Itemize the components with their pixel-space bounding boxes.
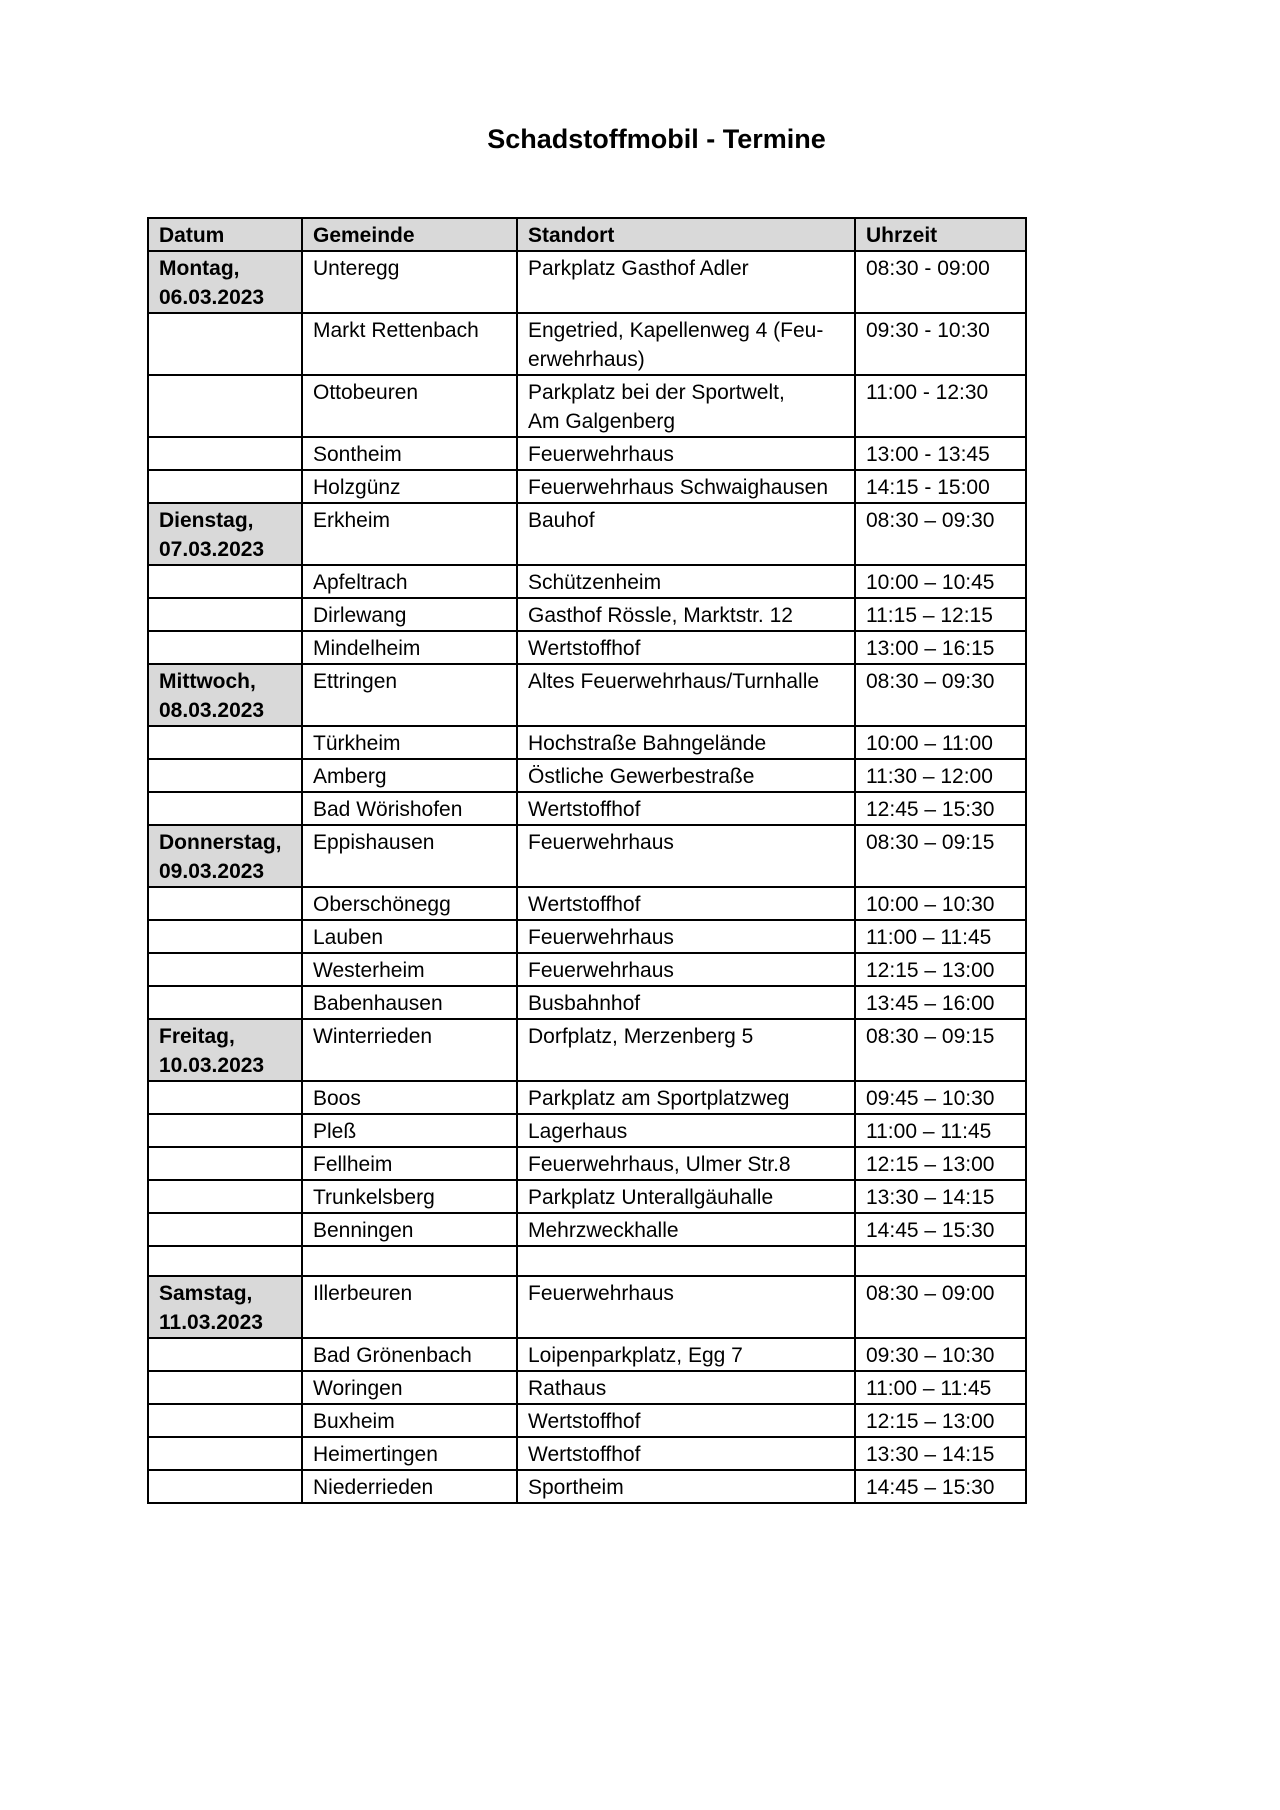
cell-standort [517, 792, 855, 825]
cell-uhrzeit: 11:00 – 11:45 [855, 1114, 1026, 1147]
cell-standort [517, 1147, 855, 1180]
table-row [148, 825, 1026, 887]
standort-line: Feuerwehrhaus [528, 926, 674, 949]
cell-datum [148, 1470, 302, 1503]
cell-datum [148, 1437, 302, 1470]
standort-line: Dorfplatz, Merzenberg 5 [528, 1025, 754, 1048]
cell-gemeinde: Sontheim [302, 437, 517, 470]
cell-uhrzeit: 12:45 – 15:30 [855, 792, 1026, 825]
cell-gemeinde: Boos [302, 1081, 517, 1114]
cell-datum [148, 1338, 302, 1371]
cell-uhrzeit: 11:30 – 12:00 [855, 759, 1026, 792]
cell-gemeinde: Ettringen [302, 664, 517, 726]
cell-datum [148, 1180, 302, 1213]
cell-gemeinde: Lauben [302, 920, 517, 953]
standort-line: Schützenheim [528, 571, 662, 594]
table-row [148, 1114, 1026, 1147]
standort-line: Parkplatz Unterallgäuhalle [528, 1186, 774, 1209]
cell-datum [148, 1114, 302, 1147]
table-row [148, 1404, 1026, 1437]
table-row [148, 953, 1026, 986]
cell-gemeinde: Woringen [302, 1371, 517, 1404]
cell-standort [517, 986, 855, 1019]
table-row [148, 1470, 1026, 1503]
cell-uhrzeit: 11:00 – 11:45 [855, 1371, 1026, 1404]
weekday-label: Dienstag, [159, 509, 254, 532]
table-row [148, 1081, 1026, 1114]
cell-standort [517, 664, 855, 726]
table-header-row [148, 218, 1026, 251]
cell-gemeinde: Dirlewang [302, 598, 517, 631]
cell-gemeinde: Ottobeuren [302, 375, 517, 437]
cell-datum [148, 437, 302, 470]
cell-uhrzeit: 10:00 – 10:45 [855, 565, 1026, 598]
cell-uhrzeit: 12:15 – 13:00 [855, 1404, 1026, 1437]
date-label: 08.03.2023 [159, 699, 265, 722]
table-row [148, 1147, 1026, 1180]
cell-uhrzeit: 08:30 – 09:15 [855, 1019, 1026, 1081]
cell-standort [517, 470, 855, 503]
standort-line: Gasthof Rössle, Marktstr. 12 [528, 604, 793, 627]
table-row [148, 470, 1026, 503]
cell-gemeinde: Westerheim [302, 953, 517, 986]
table-row [148, 598, 1026, 631]
table-row [148, 1437, 1026, 1470]
standort-line: Feuerwehrhaus [528, 443, 674, 466]
cell-gemeinde: Illerbeuren [302, 1276, 517, 1338]
standort-line: Feuerwehrhaus [528, 959, 674, 982]
standort-line: Busbahnhof [528, 992, 641, 1015]
cell-datum [148, 1276, 302, 1338]
cell-gemeinde: Babenhausen [302, 986, 517, 1019]
cell-gemeinde: Mindelheim [302, 631, 517, 664]
cell-standort [517, 503, 855, 565]
cell-datum [148, 920, 302, 953]
weekday-label: Mittwoch, [159, 670, 256, 693]
cell-gemeinde: Bad Grönenbach [302, 1338, 517, 1371]
cell-gemeinde: Markt Rettenbach [302, 313, 517, 375]
cell-datum [148, 664, 302, 726]
column-header-standort: Standort [517, 218, 855, 251]
cell-standort [517, 1081, 855, 1114]
cell-standort [517, 887, 855, 920]
standort-line: Feuerwehrhaus [528, 831, 674, 854]
cell-datum [148, 1246, 302, 1276]
cell-datum [148, 598, 302, 631]
cell-gemeinde: Türkheim [302, 726, 517, 759]
standort-line: Wertstoffhof [528, 798, 641, 821]
cell-standort [517, 1437, 855, 1470]
cell-uhrzeit [855, 1246, 1026, 1276]
table-row [148, 631, 1026, 664]
table-row [148, 1019, 1026, 1081]
standort-line: Wertstoffhof [528, 1410, 641, 1433]
standort-line: Feuerwehrhaus, Ulmer Str.8 [528, 1153, 791, 1176]
cell-gemeinde: Bad Wörishofen [302, 792, 517, 825]
cell-datum [148, 825, 302, 887]
cell-uhrzeit: 08:30 – 09:15 [855, 825, 1026, 887]
standort-line: Bauhof [528, 509, 595, 532]
cell-gemeinde: Niederrieden [302, 1470, 517, 1503]
table-row [148, 726, 1026, 759]
cell-uhrzeit: 10:00 – 10:30 [855, 887, 1026, 920]
cell-standort [517, 726, 855, 759]
cell-standort [517, 759, 855, 792]
cell-standort [517, 631, 855, 664]
table-row [148, 313, 1026, 375]
weekday-label: Montag, [159, 257, 240, 280]
standort-line: Östliche Gewerbestraße [528, 765, 755, 788]
date-label: 11.03.2023 [159, 1311, 263, 1334]
standort-line: Wertstoffhof [528, 1443, 641, 1466]
table-row [148, 759, 1026, 792]
cell-uhrzeit: 12:15 – 13:00 [855, 1147, 1026, 1180]
standort-line: Rathaus [528, 1377, 607, 1400]
date-label: 10.03.2023 [159, 1054, 265, 1077]
cell-gemeinde: Trunkelsberg [302, 1180, 517, 1213]
cell-standort [517, 1470, 855, 1503]
cell-standort [517, 1246, 855, 1276]
schedule-table [147, 217, 1027, 1504]
cell-uhrzeit: 09:30 - 10:30 [855, 313, 1026, 375]
cell-uhrzeit: 08:30 - 09:00 [855, 251, 1026, 313]
date-label: 06.03.2023 [159, 286, 265, 309]
table-row [148, 1213, 1026, 1246]
cell-gemeinde: Eppishausen [302, 825, 517, 887]
cell-datum [148, 313, 302, 375]
cell-uhrzeit: 14:45 – 15:30 [855, 1470, 1026, 1503]
standort-line: Feuerwehrhaus [528, 1282, 674, 1305]
cell-uhrzeit: 09:45 – 10:30 [855, 1081, 1026, 1114]
cell-uhrzeit: 13:30 – 14:15 [855, 1437, 1026, 1470]
cell-standort [517, 920, 855, 953]
cell-uhrzeit: 10:00 – 11:00 [855, 726, 1026, 759]
cell-datum [148, 1213, 302, 1246]
cell-datum [148, 1019, 302, 1081]
table-row [148, 920, 1026, 953]
cell-gemeinde: Benningen [302, 1213, 517, 1246]
page-title: Schadstoffmobil - Termine [487, 124, 826, 154]
cell-standort [517, 1404, 855, 1437]
table-row [148, 565, 1026, 598]
table-row [148, 1371, 1026, 1404]
cell-gemeinde: Holzgünz [302, 470, 517, 503]
weekday-label: Freitag, [159, 1025, 235, 1048]
cell-gemeinde: Unteregg [302, 251, 517, 313]
cell-standort [517, 1180, 855, 1213]
cell-gemeinde [302, 1246, 517, 1276]
date-label: 07.03.2023 [159, 538, 265, 561]
cell-datum [148, 1147, 302, 1180]
cell-uhrzeit: 13:00 - 13:45 [855, 437, 1026, 470]
cell-gemeinde: Fellheim [302, 1147, 517, 1180]
cell-gemeinde: Pleß [302, 1114, 517, 1147]
weekday-label: Donnerstag, [159, 831, 282, 854]
cell-uhrzeit: 09:30 – 10:30 [855, 1338, 1026, 1371]
cell-datum [148, 726, 302, 759]
cell-standort [517, 1338, 855, 1371]
column-header-datum: Datum [148, 218, 302, 251]
cell-gemeinde: Heimertingen [302, 1437, 517, 1470]
standort-line: Lagerhaus [528, 1120, 628, 1143]
standort-line: Loipenparkplatz, Egg 7 [528, 1344, 743, 1367]
cell-standort [517, 1114, 855, 1147]
cell-uhrzeit: 13:00 – 16:15 [855, 631, 1026, 664]
cell-datum [148, 1371, 302, 1404]
cell-uhrzeit: 08:30 – 09:00 [855, 1276, 1026, 1338]
cell-standort [517, 1213, 855, 1246]
standort-line: Engetried, Kapellenweg 4 (Feu- [528, 319, 824, 342]
cell-standort [517, 1276, 855, 1338]
table-row [148, 1338, 1026, 1371]
cell-uhrzeit: 13:45 – 16:00 [855, 986, 1026, 1019]
cell-datum [148, 375, 302, 437]
cell-datum [148, 1081, 302, 1114]
standort-line: Hochstraße Bahngelände [528, 732, 767, 755]
standort-line: Feuerwehrhaus Schwaighausen [528, 476, 829, 499]
cell-standort [517, 251, 855, 313]
cell-datum [148, 565, 302, 598]
cell-standort [517, 375, 855, 437]
cell-gemeinde: Apfeltrach [302, 565, 517, 598]
cell-standort [517, 313, 855, 375]
cell-uhrzeit: 14:45 – 15:30 [855, 1213, 1026, 1246]
cell-uhrzeit: 12:15 – 13:00 [855, 953, 1026, 986]
date-label: 09.03.2023 [159, 860, 265, 883]
standort-line: Sportheim [528, 1476, 624, 1499]
cell-datum [148, 792, 302, 825]
cell-standort [517, 1371, 855, 1404]
cell-standort [517, 437, 855, 470]
cell-uhrzeit: 08:30 – 09:30 [855, 503, 1026, 565]
cell-datum [148, 953, 302, 986]
cell-datum [148, 251, 302, 313]
table-row [148, 887, 1026, 920]
table-row [148, 251, 1026, 313]
cell-uhrzeit: 11:00 – 11:45 [855, 920, 1026, 953]
cell-datum [148, 887, 302, 920]
standort-line: Wertstoffhof [528, 637, 641, 660]
column-header-gemeinde: Gemeinde [302, 218, 517, 251]
cell-standort [517, 953, 855, 986]
cell-standort [517, 598, 855, 631]
cell-gemeinde: Winterrieden [302, 1019, 517, 1081]
standort-line: Altes Feuerwehrhaus/Turnhalle [528, 670, 820, 693]
standort-line: Mehrzweckhalle [528, 1219, 679, 1242]
cell-datum [148, 470, 302, 503]
cell-gemeinde: Oberschönegg [302, 887, 517, 920]
cell-uhrzeit: 14:15 - 15:00 [855, 470, 1026, 503]
standort-line: Parkplatz Gasthof Adler [528, 257, 749, 280]
cell-uhrzeit: 08:30 – 09:30 [855, 664, 1026, 726]
table-row [148, 375, 1026, 437]
cell-standort [517, 825, 855, 887]
cell-datum [148, 503, 302, 565]
cell-datum [148, 631, 302, 664]
standort-line: Wertstoffhof [528, 893, 641, 916]
cell-uhrzeit: 11:00 - 12:30 [855, 375, 1026, 437]
cell-gemeinde: Erkheim [302, 503, 517, 565]
standort-line: Am Galgenberg [528, 410, 676, 433]
cell-gemeinde: Buxheim [302, 1404, 517, 1437]
column-header-uhrzeit: Uhrzeit [855, 218, 1026, 251]
cell-standort [517, 565, 855, 598]
table-row [148, 437, 1026, 470]
standort-line: erwehrhaus) [528, 348, 645, 371]
cell-standort [517, 1019, 855, 1081]
table-row [148, 1246, 1026, 1276]
table-row [148, 792, 1026, 825]
table-row [148, 1276, 1026, 1338]
table-row [148, 1180, 1026, 1213]
table-row [148, 503, 1026, 565]
table-row [148, 664, 1026, 726]
cell-uhrzeit: 11:15 – 12:15 [855, 598, 1026, 631]
weekday-label: Samstag, [159, 1282, 253, 1305]
standort-line: Parkplatz am Sportplatzweg [528, 1087, 790, 1110]
cell-gemeinde: Amberg [302, 759, 517, 792]
cell-datum [148, 1404, 302, 1437]
standort-line: Parkplatz bei der Sportwelt, [528, 381, 785, 404]
cell-datum [148, 986, 302, 1019]
cell-uhrzeit: 13:30 – 14:15 [855, 1180, 1026, 1213]
cell-datum [148, 759, 302, 792]
table-row [148, 986, 1026, 1019]
